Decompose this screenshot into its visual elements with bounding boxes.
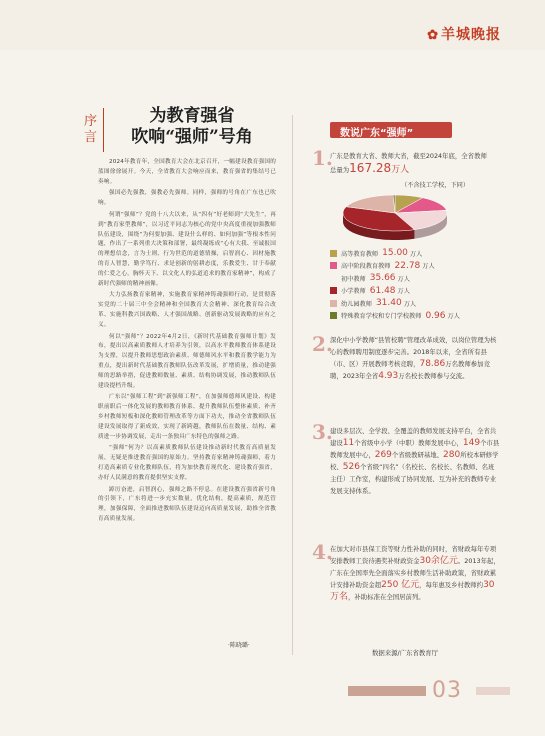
item-4-value-2: 250 亿元 [381, 580, 420, 590]
logo-text: 羊城晚报 [441, 27, 501, 43]
article-body [98, 158, 276, 527]
item-3-value-4: 280 [443, 450, 461, 460]
legend-value: 35.66 [369, 273, 396, 284]
item-number: 4. [312, 540, 333, 564]
paragraph: 广东以“强师工程”到“新强师工程”，在加强师德师风建设、构建职前职后一体化发展的教师教育体系、提升教师队伍整体素质、补齐乡村教师短板和深化教师管理改革等方面下功夫，推动全省教师队伍建设发展取得了新成效，实现了新跨越，教师队伍在数量、结构、素质进一步协调发展，走出一条独具广东特色的强师之路。 [98, 394, 276, 440]
item-2-desc-c: 万名校长教师参与交流。 [398, 372, 469, 380]
pie-chart [335, 187, 455, 249]
legend-item [330, 310, 520, 323]
article-title [112, 106, 272, 148]
legend-swatch [330, 250, 337, 257]
legend-swatch [330, 312, 337, 319]
legend-unit: 万人 [422, 263, 435, 271]
legend-item [330, 247, 520, 260]
column-divider [292, 115, 293, 655]
section-label: 序言 [84, 114, 98, 145]
item-number: 2. [312, 332, 333, 356]
data-source: 数据来源/广东省教育厅 [372, 649, 439, 657]
legend-swatch [330, 300, 337, 307]
item-3-desc-c: 个市县教师发展中心， [330, 439, 500, 459]
logo-mark-icon: ✿ [427, 28, 439, 43]
item-3-value-5: 526 [342, 462, 360, 472]
paragraph: 何以“强师”？2022年4月2日，《新时代基础教育强师计划》发布，提出以高素质教师人才培养为引领，以高水平教师教育体系建设为支撑，以提升教师思想政治素质、师德师风水平和教育教学能力为重点，提出新时代基础教育教师队伍改革发展，扩增质量，推动建强师的思路举措，促进教师数量、素质、结构协调发展，推动教师队伍建设提档升级。 [98, 333, 276, 389]
item-3-desc-e: 所校本研修学校、 [330, 451, 499, 471]
item-4-desc-b: 。2013年起，广东在全国率先全面落实乡村教师生活补助政策，省财政累计安排补助资金超 [330, 557, 500, 589]
item-2-desc-b: 万名教师参加竞聘，2023年全省 [330, 360, 490, 380]
legend-label: 小学教师 [341, 288, 366, 296]
item-4-desc-a: 在加大对市县保工资等财力性补助的同时，省财政每年专项安排教师工资待遇奖补财政资金 [330, 545, 497, 565]
legend-value: 15.00 [382, 248, 408, 259]
data-panel-header [330, 122, 452, 138]
item-2-value-1: 78.86 [419, 359, 446, 369]
masthead-logo [427, 24, 501, 44]
item-2-value-2: 4.93 [378, 371, 399, 381]
item-3-desc-b: 个省级中小学（中职）教师发展中心， [354, 439, 463, 447]
item-1-desc: 广东是教育大省、教师大省，截至2024年底，全省教师总量为 [330, 152, 487, 174]
paragraph: 强国必先强教，强教必先强师。同样，强师的号角在广东也已吹响。 [98, 190, 276, 207]
legend-unit: 万人 [397, 275, 410, 283]
legend-item [330, 285, 520, 298]
item-3-value-1: 11 [342, 438, 355, 448]
legend-label: 初中教师 [341, 275, 366, 283]
item-3-desc-f: 个省级“四名”（名校长、名校长、名教师、名班主任）工作室，构建形成了协同发展、互为补充的教师专业发展支持体系。 [330, 463, 497, 495]
data-panel-title: 数说广东“强师” [340, 128, 414, 139]
item-3-desc-a: 建设多层次、全学段、全覆盖的教师发展支持平台，全省共建设 [330, 427, 497, 447]
item-2-text [330, 334, 500, 382]
footer-accent [476, 687, 510, 695]
legend-unit: 万人 [409, 250, 423, 258]
legend-item [330, 297, 520, 310]
legend-value: 22.78 [394, 260, 421, 271]
item-1-value: 167.28 [349, 161, 392, 175]
legend-value: 61.48 [369, 285, 396, 296]
item-4-value-3: 30 万名 [330, 580, 495, 602]
item-2-desc-a: 深化中小学教师“县管校聘”管理改革成效，以岗位管理为核心的教师聘用制度逐步完善。2018年以来，全省所有县（市、区）开展教师考核竞聘， [330, 336, 497, 368]
legend-label: 幼儿园教师 [341, 300, 372, 308]
legend-label: 高等教育教师 [341, 250, 379, 258]
legend-value: 31.40 [375, 298, 402, 309]
title-line-2: 吹响“强师”号角 [131, 127, 253, 147]
paragraph: 2024年教育年，全国教育大会在北京召开，一幅建设教育强国的蓝图徐徐展开。今天，全省教育大会响应而来，教育强省的集结号已奏响。 [98, 159, 276, 185]
legend-item [330, 272, 520, 285]
page-number: 03 [432, 678, 462, 703]
section-divider [103, 108, 104, 152]
title-line-1: 为教育强省 [149, 106, 235, 126]
item-1-unit: 万人 [391, 165, 410, 175]
legend-unit: 万人 [397, 288, 410, 296]
legend-label: 高中阶段教育教师 [341, 263, 391, 271]
item-3-desc-d: 个省级教研基地、 [391, 451, 444, 459]
item-number: 3. [312, 420, 333, 444]
legend-value: 0.96 [425, 310, 446, 321]
item-1-text [330, 150, 490, 176]
item-3-text [330, 425, 500, 497]
item-number: 1. [312, 146, 333, 170]
item-3-value-3: 269 [374, 450, 392, 460]
legend-unit: 万人 [447, 313, 460, 321]
chart-legend [330, 247, 520, 322]
item-3-value-2: 149 [462, 438, 481, 448]
legend-swatch [330, 287, 337, 294]
paragraph: 踔厉奋进，启智润心，强师之路不停息。在建设教育强省新号角的引领下，广东将进一步充实数量，优化结构，提高素质，规范管理，加强保障，全面推进教师队伍建设迈向高质量发展，助推全省教育高质量发展。 [98, 486, 276, 522]
legend-item [330, 260, 520, 273]
item-4-desc-d: ，补助标准在全国居前列。 [348, 593, 425, 601]
footer-bar [348, 686, 426, 696]
paragraph: “强师”何为？以高素质教师队伍建设推动新时代教育高质量发展，无疑是推进教育强国的原始力。坚持教育家精神铸魂强师，着力打造高素质专业化教师队伍，将为加快教育现代化、建设教育强省，办好人民满意的教育提供坚实支撑。 [98, 445, 276, 481]
item-4-text [330, 543, 500, 603]
item-4-value-1: 30余亿元 [419, 556, 458, 566]
legend-unit: 万人 [403, 300, 417, 308]
item-1-note: （不含技工学校，下同） [401, 182, 470, 189]
legend-swatch [330, 262, 337, 269]
paragraph: 大力弘扬教育家精神，实施教育家精神铸魂强师行动，是贯彻落实党的二十届三中全会精神和全国教育大会精神、深化教育综合改革、实施科教兴国战略、人才强国战略、创新驱动发展战略的应有之义。 [98, 292, 276, 328]
author-byline: ·陈晓璐· [228, 642, 250, 649]
paragraph: 何谓“强师”？党的十八大以来，从“四有”好老师到“大先生”，再到“教育家型教师”，以习近平同志为核心的党中央高度重视加强教师队伍建设，围绕“为何要加强、建设什么样的、如何加强”等根本性问题，作出了一系列重大决策和部署，最终凝练成“心有大我、至诚报国的理想信念，言为士则、行为世范的道德情操，启智润心、因材施教的育人智慧，勤学笃行、求是创新的躬耕态度，乐教爱生、甘于奉献的仁爱之心，胸怀天下、以文化人的弘道追求的教育家精神”，构成了新时代强师的精神画像。 [98, 211, 276, 287]
legend-label: 特殊教育学校和专门学校教师 [341, 313, 422, 321]
item-4-desc-c: ，每年惠及乡村教师约 [419, 581, 484, 589]
